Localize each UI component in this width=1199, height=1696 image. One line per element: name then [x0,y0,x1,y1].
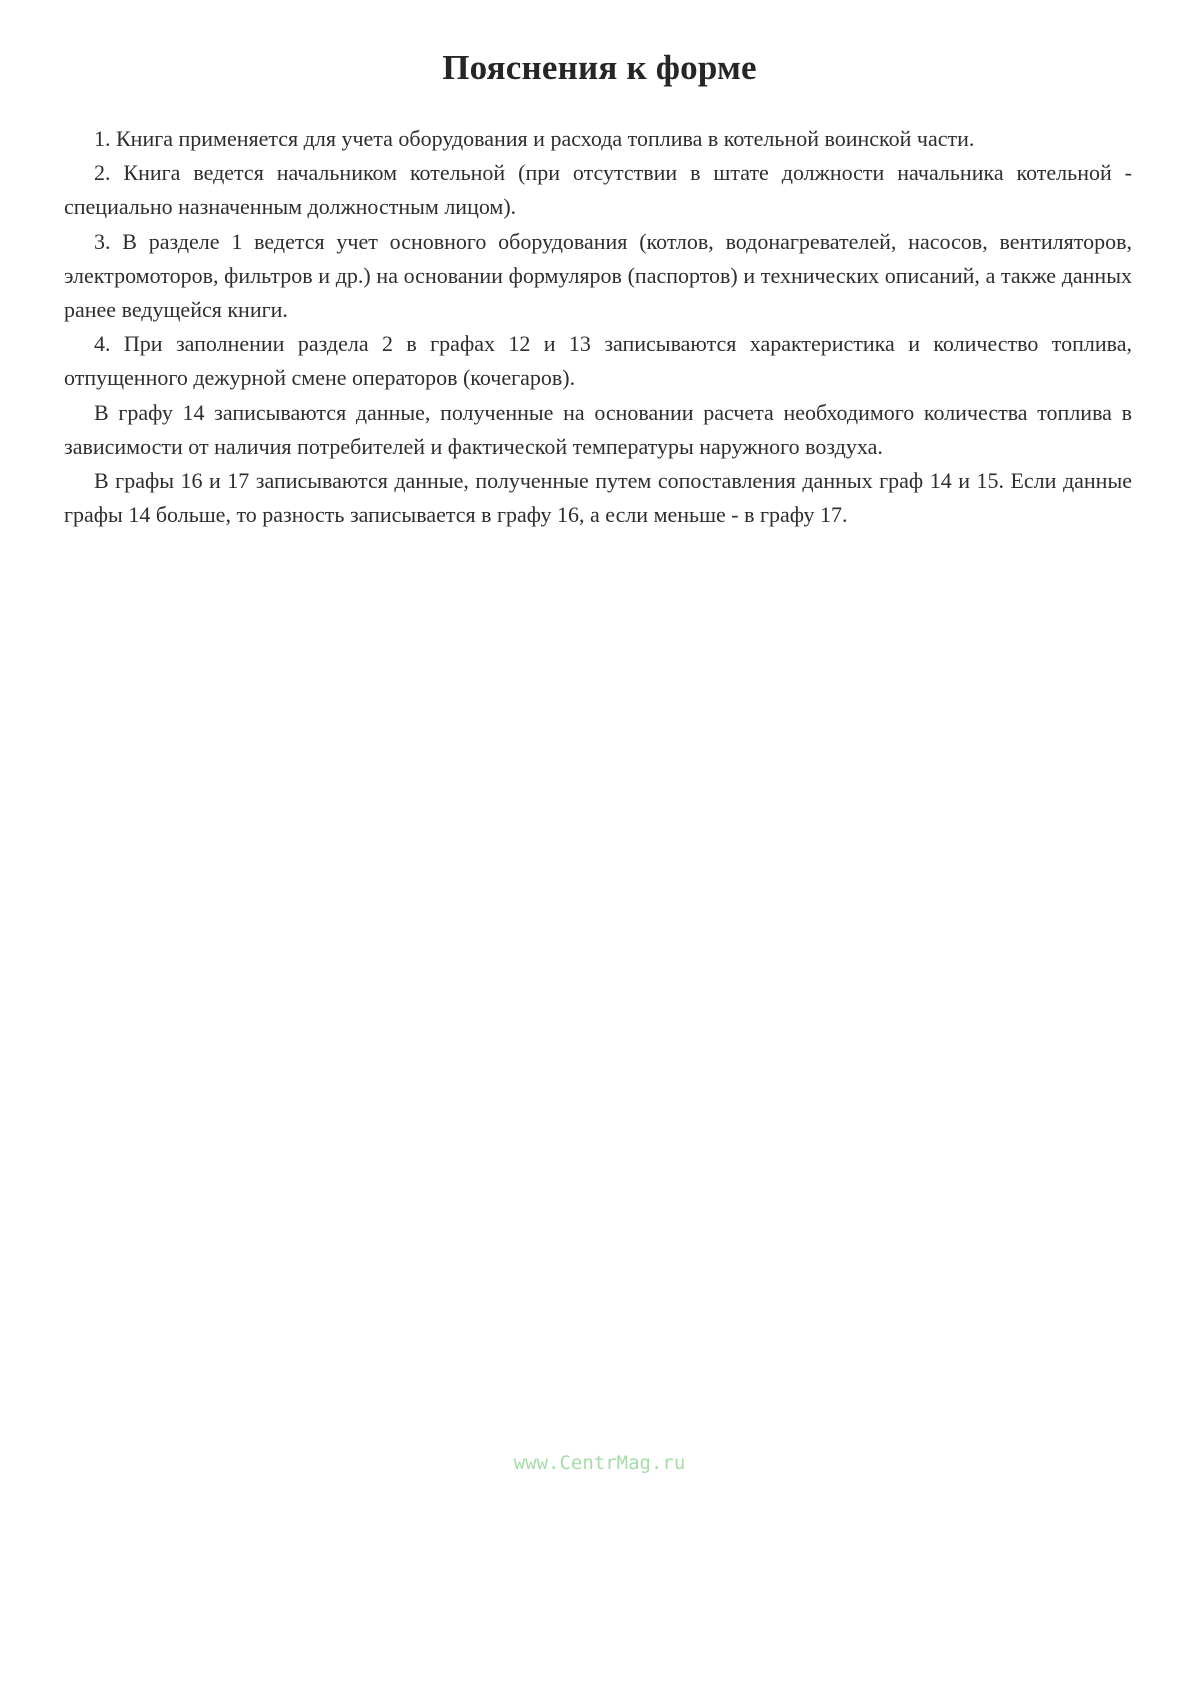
page-title: Пояснения к форме [442,48,757,87]
explanations-body [64,122,1132,532]
paragraph-2: 2. Книга ведется начальником котельной (при отсутствии в штате должности начальника котельной - специально назначенным должностным лицом). [64,160,1132,220]
paragraph-1: 1. Книга применяется для учета оборудования и расхода топлива в котельной воинской части. [94,126,975,151]
paragraph-5: В графу 14 записываются данные, полученные на основании расчета необходимого количества топлива в зависимости от наличия потребителей и фактической температуры наружного воздуха. [64,399,1132,459]
paragraph-3: 3. В разделе 1 ведется учет основного оборудования (котлов, водонагревателей, насосов, вентиляторов, электромоторов, фильтров и др.) на основании формуляров (паспортов) и технических описаний, а также данных ранее ведущейся книги. [64,228,1132,323]
watermark-url: www.CentrMag.ru [513,1452,686,1474]
paragraph-6: В графы 16 и 17 записываются данные, полученные путем сопоставления данных граф 14 и 15. Если данные графы 14 больше, то разность записывается в графу 16, а если меньше - в графу 17. [64,468,1132,528]
paragraph-4: 4. При заполнении раздела 2 в графах 12 и 13 записываются характеристика и количество топлива, отпущенного дежурной смене операторов (кочегаров). [64,331,1132,391]
